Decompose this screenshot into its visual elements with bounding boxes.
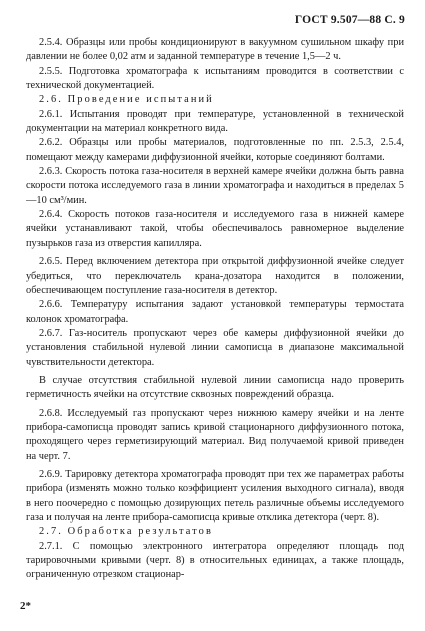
paragraph-2-5-5: 2.5.5. Подготовка хроматографа к испытаниям проводится в соответствии с технической документацией.	[26, 65, 404, 92]
paragraph-2-6-3: 2.6.3. Скорость потока газа-носителя в верхней камере ячейки должна быть равна скорости потока исследуемого газа в линии хроматографа и находиться в пределах 5—10 см³/мин.	[26, 166, 404, 206]
page-signature-mark: 2*	[20, 600, 31, 612]
paragraph-2-5-4: 2.5.4. Образцы или пробы кондиционируют в вакуумном сушильном шкафу при давлении не более 0,02 атм и заданной температуре в течение 1,5—2 ч.	[26, 37, 404, 63]
paragraph-2-6-5: 2.6.5. Перед включением детектора при открытой диффузионной ячейке следует убедиться, что переключатель крана-дозатора находится в положении, обеспечивающем поступление газа-носителя в детектор.	[26, 256, 404, 296]
paragraph-note: В случае отсутствия стабильной нулевой линии самописца надо проверить герметичность ячейки на отсутствие сквозных повреждений образца.	[26, 374, 404, 401]
section-heading-2-7: 2.7. Обработка результатов	[39, 526, 213, 538]
paragraph-2-6-4: 2.6.4. Скорость потоков газа-носителя и исследуемого газа в нижней камере ячейки устанавливают такой, чтобы обеспечивалось равномерное выделение пузырьков газа из отверстия капилляра.	[26, 209, 404, 249]
paragraph-2-6-8: 2.6.8. Исследуемый газ пропускают через нижнюю камеру ячейки и на ленте прибора-самописца проводят запись кривой стационарного диффузионного потока, проходящего через герметизирующий материал. Вид получаемой кривой приведен на черт. 7.	[26, 407, 404, 462]
paragraph-2-6-6: 2.6.6. Температуру испытания задают установкой температуры термостата колонок хроматографа.	[26, 299, 404, 325]
paragraph-2-7-1: 2.7.1. С помощью электронного интегратора определяют площадь под тарировочными кривыми (черт. 8) в относительных единицах, а также площадь, ограниченную отрезком стационар-	[26, 540, 404, 581]
paragraph-2-6-9: 2.6.9. Тарировку детектора хроматографа проводят при тех же параметрах работы прибора (изменять можно только коэффициент усиления выходного сигнала), вводя в него поочередно с помощью дозирующих петель различные объемы исследуемого газа и получая на ленте прибора-самописца кривые отклика детектора (черт. 8).	[26, 468, 404, 523]
paragraph-2-6-7: 2.6.7. Газ-носитель пропускают через обе камеры диффузионной ячейки до установления стабильной нулевой линии самописца в диапазоне максимальной чувствительности детектора.	[26, 327, 404, 368]
paragraph-2-6-2: 2.6.2. Образцы или пробы материалов, подготовленные по пп. 2.5.3, 2.5.4, помещают между камерами диффузионной ячейки, которые соединяют болтами.	[26, 137, 404, 163]
paragraph-2-6-1: 2.6.1. Испытания проводят при температуре, установленной в технической документации на материал конкретного вида.	[26, 108, 404, 135]
section-heading-2-6: 2.6. Проведение испытаний	[39, 94, 214, 106]
page-header: ГОСТ 9.507—88 С. 9	[294, 14, 405, 26]
document-body	[26, 36, 404, 583]
